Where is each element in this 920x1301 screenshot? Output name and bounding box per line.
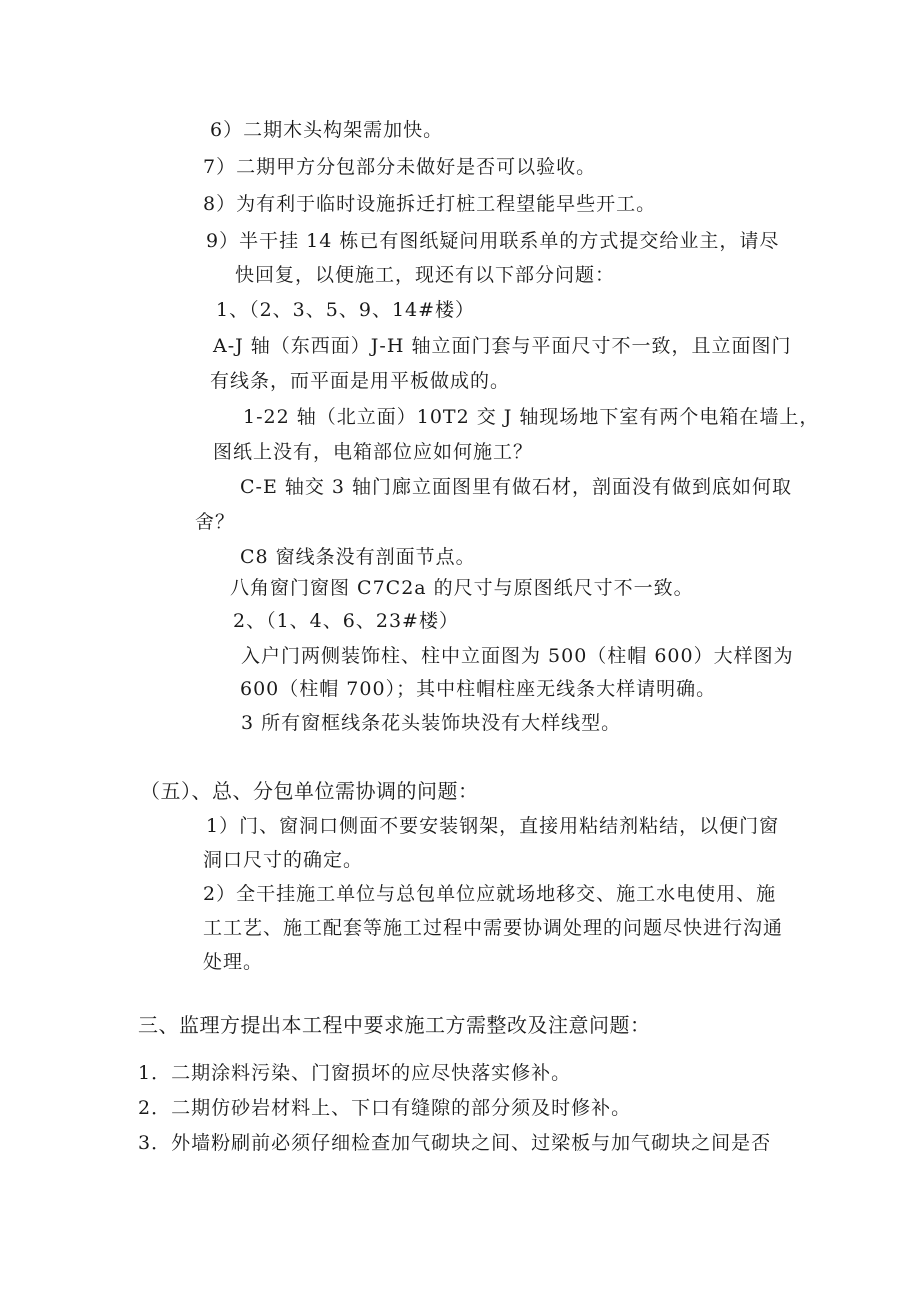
part-3-item-1: 1．二期涂料污染、门窗损坏的应尽快落实修补。 (138, 1062, 572, 1084)
section-5-item-1-line-1: 1）门、窗洞口侧面不要安装钢架，直接用粘结剂粘结，以便门窗 (206, 815, 780, 837)
group-1-question-3-line-2: 舍？ (195, 511, 236, 533)
group-1-question-2-line-1: 1-22 轴（北立面）10T2 交 J 轴现场地下室有两个电箱在墙上， (243, 406, 820, 428)
item-7: 7）二期甲方分包部分未做好是否可以验收。 (203, 156, 597, 178)
group-2-question-1-line-2: 600（柱帽 700）；其中柱帽柱座无线条大样请明确。 (240, 678, 717, 700)
section-5-heading: （五）、总、分包单位需协调的问题： (140, 779, 479, 803)
section-5-item-2-line-2: 工工艺、施工配套等施工过程中需要协调处理的问题尽快进行沟通 (203, 917, 784, 939)
item-8: 8）为有利于临时设施拆迁打桩工程望能早些开工。 (203, 193, 657, 215)
group-2-question-2: 3 所有窗框线条花头装饰块没有大样线型。 (241, 712, 622, 734)
group-1-question-3-line-1: C-E 轴交 3 轴门廊立面图里有做石材，剖面没有做到底如何取 (240, 476, 793, 498)
group-1-title: 1、（2、3、5、9、14#楼） (216, 299, 476, 321)
group-1-question-1-line-1: A-J 轴（东西面）J-H 轴立面门套与平面尺寸不一致，且立面图门 (213, 335, 792, 357)
group-1-question-2-line-2: 图纸上没有，电箱部位应如何施工？ (213, 441, 534, 463)
group-2-question-1-line-1: 入户门两侧装饰柱、柱中立面图为 500（柱帽 600）大样图为 (241, 645, 794, 667)
item-9-line-1: 9）半干挂 14 栋已有图纸疑问用联系单的方式提交给业主，请尽 (206, 230, 780, 252)
group-1-question-4: C8 窗线条没有剖面节点。 (240, 546, 476, 568)
group-1-question-5: 八角窗门窗图 C7C2a 的尺寸与原图纸尺寸不一致。 (230, 577, 694, 599)
section-5-item-2-line-1: 2）全干挂施工单位与总包单位应就场地移交、施工水电使用、施 (203, 883, 777, 905)
part-3-heading: 三、监理方提出本工程中要求施工方需整改及注意问题： (138, 1013, 651, 1037)
item-6: 6）二期木头构架需加快。 (210, 119, 444, 141)
group-2-title: 2、（1、4、6、23#楼） (233, 610, 459, 632)
group-1-question-1-line-2: 有线条，而平面是用平板做成的。 (210, 370, 511, 392)
section-5-item-2-line-3: 处理。 (203, 951, 264, 973)
item-9-line-2: 快回复，以便施工，现还有以下部分问题： (235, 264, 616, 286)
section-5-item-1-line-2: 洞口尺寸的确定。 (203, 849, 364, 871)
part-3-item-2: 2．二期仿砂岩材料上、下口有缝隙的部分须及时修补。 (138, 1097, 632, 1119)
part-3-item-3: 3．外墙粉刷前必须仔细检查加气砌块之间、过梁板与加气砌块之间是否 (138, 1132, 772, 1154)
